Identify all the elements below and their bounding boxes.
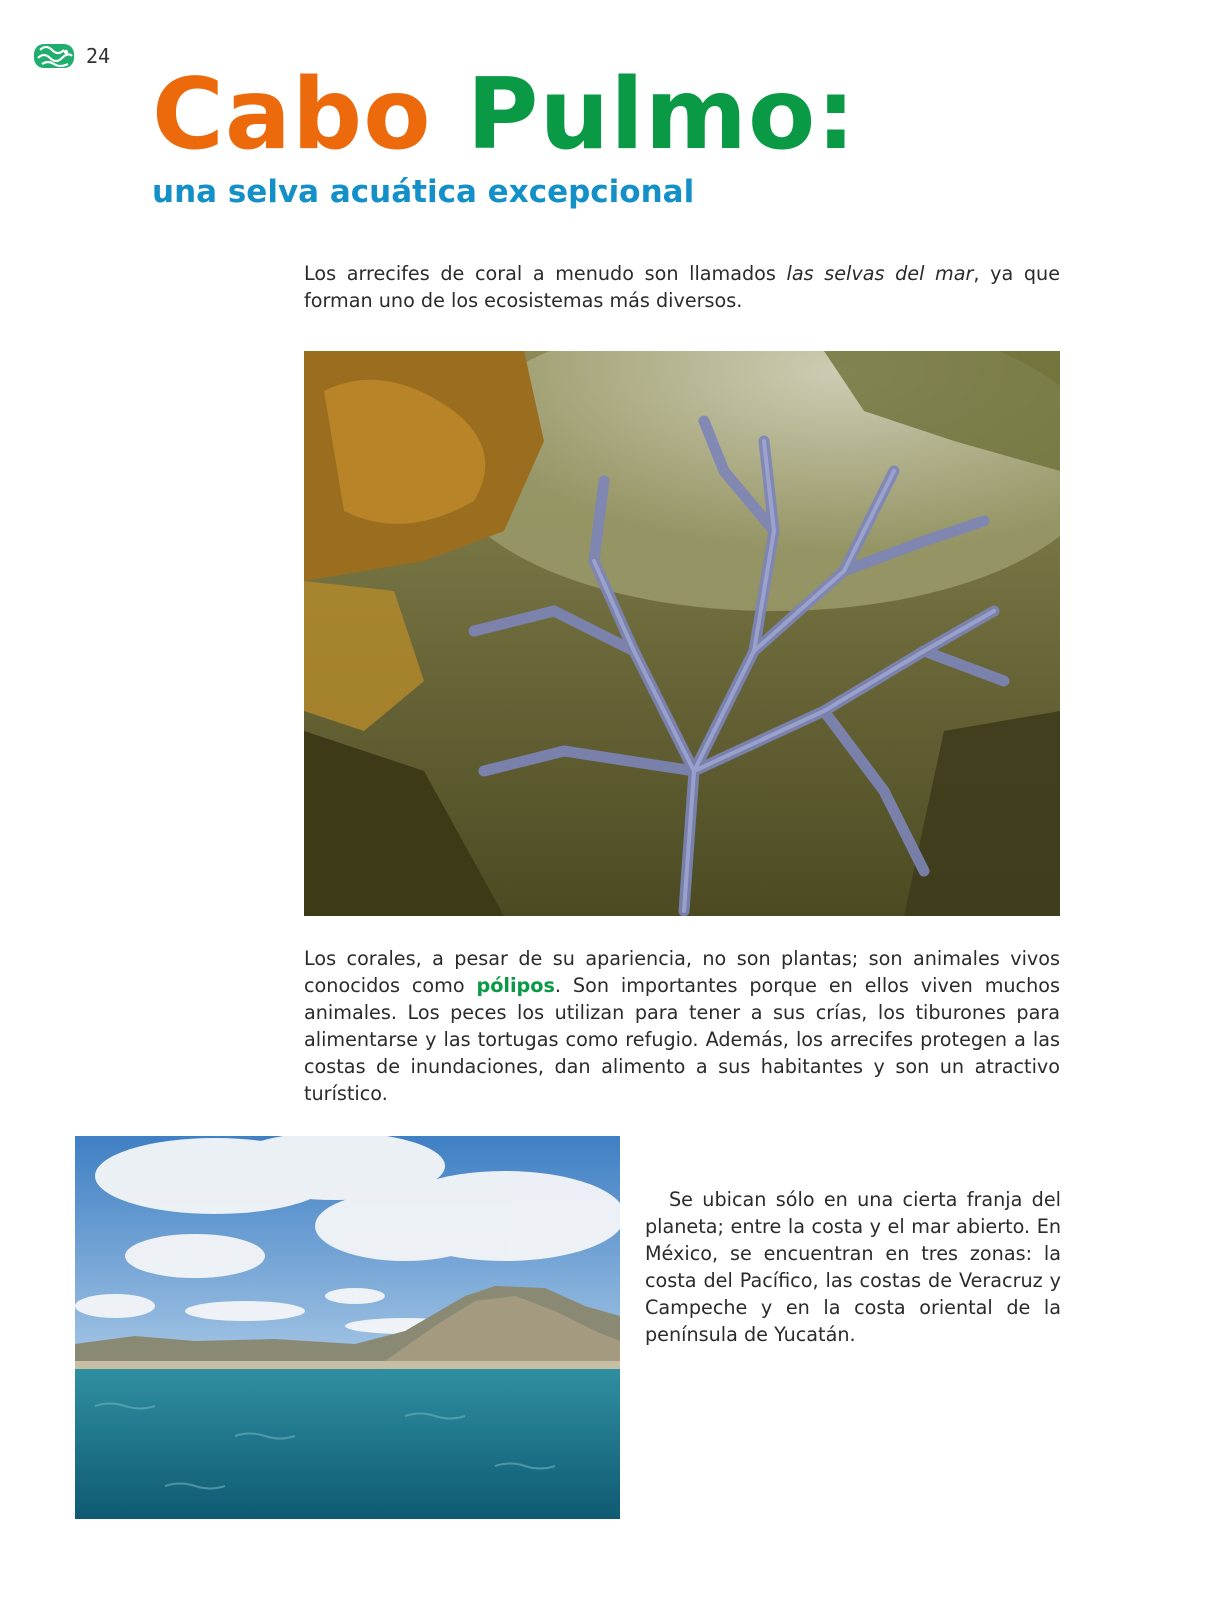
- coral-logo-icon: [32, 40, 76, 72]
- page-number: 24: [86, 44, 111, 68]
- location-paragraph: Se ubican sólo en una cierta franja del planeta; entre la costa y el mar abierto. En México, se encuentran en tres zonas: la costa del Pacífico, las costas de Veracruz y Campeche y en la costa oriental de la península de Yucatán.: [645, 1188, 1061, 1346]
- page-subtitle: una selva acuática excepcional: [152, 174, 695, 210]
- title-word-cabo: Cabo: [152, 58, 432, 172]
- intro-paragraph: [304, 260, 1060, 314]
- intro-text-end: , ya que forman uno de los ecosistemas más diversos.: [304, 262, 1060, 312]
- body-text-end: . Son importantes porque en ellos viven muchos animales. Los peces los utilizan para tener a sus crías, los tiburones para alimentarse y las tortugas como refugio. Además, los arrecifes protegen a las costas de inundaciones, dan alimento a sus habitantes y son un atractivo turístico.: [304, 974, 1060, 1105]
- intro-italic-phrase: las selvas del mar: [786, 262, 974, 285]
- title-word-pulmo: Pulmo:: [466, 58, 857, 172]
- body-paragraph: [304, 945, 1060, 1107]
- intro-text: Los arrecifes de coral a menudo son llamados: [304, 262, 787, 285]
- coastline-photo: [75, 1136, 620, 1519]
- keyword-polipos: pólipos: [476, 974, 555, 997]
- page-title: [152, 58, 857, 172]
- coral-reef-photo: [304, 351, 1060, 916]
- body-text: Los corales, a pesar de su apariencia, no son plantas; son animales vivos conocidos como: [304, 947, 1060, 997]
